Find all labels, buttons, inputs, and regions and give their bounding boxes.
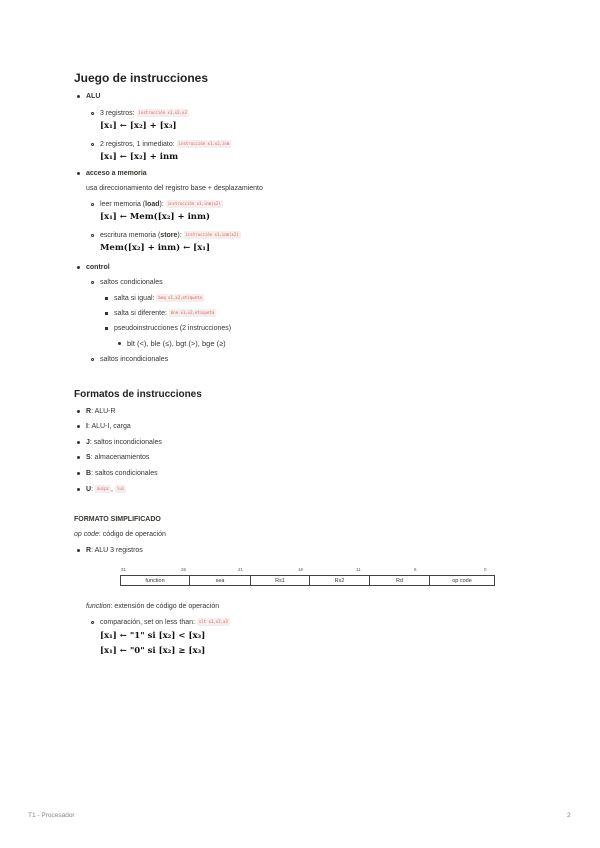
alu-label: ALU xyxy=(86,93,101,100)
load-text-b: load xyxy=(145,201,160,208)
list-item-saltos-condicionales: saltos condicionales xyxy=(100,279,163,286)
list-item-alu xyxy=(86,92,100,101)
list-item-memoria xyxy=(86,169,147,178)
footer-title: T1 - Procesador xyxy=(28,812,75,819)
code-r3: instrucción x1,x2,x3 xyxy=(138,110,187,115)
list-item-bne xyxy=(114,309,216,318)
opcode-desc: : código de operación xyxy=(98,531,166,538)
list-item-pseudo: pseudoinstrucciones (2 instrucciones) xyxy=(114,325,232,332)
control-label: control xyxy=(86,264,110,271)
slt-label: comparación, set on less than: xyxy=(100,619,195,626)
math-r3: [x₁] ← [x₂] + [x₃] xyxy=(100,121,177,131)
list-item-load xyxy=(100,200,223,209)
beq-label: salta si igual: xyxy=(114,295,155,302)
format-item-i xyxy=(86,422,131,431)
format-item-r xyxy=(86,407,116,416)
field-rs2: Rs2 xyxy=(310,576,370,586)
list-item-control xyxy=(86,263,110,272)
math-slt-1: [x₁] ← "1" si [x₂] < [x₃] xyxy=(100,631,206,641)
function-desc: : extensión de código de operación xyxy=(110,603,220,610)
format-item-j xyxy=(86,438,162,447)
mem-label: acceso a memoria xyxy=(86,170,147,177)
code-store: instrucción x1,inm(x2) xyxy=(185,232,239,237)
r-label: R xyxy=(86,547,92,554)
opcode-definition xyxy=(74,530,166,539)
list-item-3-registros xyxy=(100,109,189,118)
math-slt-0: [x₁] ← "0" si [x₂] ≥ [x₃] xyxy=(100,646,206,656)
format-r-table xyxy=(120,575,495,586)
section-title-simplificado: FORMATO SIMPLIFICADO xyxy=(74,516,161,523)
format-r-row xyxy=(121,576,495,586)
load-text-c: ): xyxy=(159,201,164,208)
bit-16: 16 xyxy=(298,567,304,572)
section-title-formatos: Formatos de instrucciones xyxy=(74,389,202,400)
list-item-slt xyxy=(100,618,230,627)
format-item-u: U: auipc , lui xyxy=(86,486,125,493)
imm-label: 2 registros, 1 inmediato: xyxy=(100,141,175,148)
format-key-u: U xyxy=(86,486,92,493)
format-key-b: B xyxy=(86,470,92,477)
store-text-a: escritura memoria ( xyxy=(100,232,161,239)
bit-0: 0 xyxy=(484,567,487,572)
list-item-beq xyxy=(114,294,204,303)
section-title-juego: Juego de instrucciones xyxy=(74,71,209,85)
list-item-pseudo-list: blt (<), ble (≤), bgt (>), bge (≥) xyxy=(127,339,226,348)
format-text-u: : xyxy=(91,486,94,493)
code-beq: beq x1,x2,etiqueta xyxy=(158,295,202,300)
field-rd: Rd xyxy=(370,576,430,586)
field-function: function xyxy=(121,576,190,586)
format-text-j: : saltos incondicionales xyxy=(89,439,162,446)
format-key-j: J xyxy=(86,439,90,446)
code-imm: instrucción x1,x2,inm xyxy=(178,141,230,146)
math-store: Mem([x₂] + inm) ← [x₁] xyxy=(100,243,211,253)
store-text-b: store xyxy=(160,232,178,239)
field-opcode: op code xyxy=(430,576,495,586)
code-lui: lui xyxy=(116,486,125,491)
bit-26: 26 xyxy=(181,567,187,572)
list-item-store xyxy=(100,231,241,240)
field-rs1: Rs1 xyxy=(251,576,310,586)
format-text-r: : ALU-R xyxy=(91,408,116,415)
math-load: [x₁] ← Mem([x₂] + inm) xyxy=(100,212,211,222)
bit-31: 31 xyxy=(121,567,127,572)
mem-description: usa direccionamiento del registro base + desplazamiento xyxy=(86,185,263,192)
code-bne: bne x1,x2,etiqueta xyxy=(170,310,215,315)
format-item-s xyxy=(86,453,149,462)
format-text-b: : saltos condicionales xyxy=(91,470,158,477)
opcode-term: op code xyxy=(74,531,99,538)
format-text-s: : almacenamientos xyxy=(90,454,150,461)
format-key-r: R xyxy=(86,408,92,415)
load-text-a: leer memoria ( xyxy=(100,201,146,208)
format-key-i: I xyxy=(86,423,88,430)
list-item-saltos-incondicionales: saltos incondicionales xyxy=(100,356,169,363)
bit-11: 11 xyxy=(356,567,361,572)
format-r-item xyxy=(86,546,143,555)
bit-21: 21 xyxy=(238,567,244,572)
field-sea: sea xyxy=(190,576,251,586)
list-item-2-registros xyxy=(100,140,231,149)
format-text-i: : ALU-I, carga xyxy=(87,423,131,430)
code-auipc: auipc xyxy=(96,486,110,491)
page-number: 2 xyxy=(567,812,571,819)
format-key-s: S xyxy=(86,454,91,461)
store-text-c: ): xyxy=(177,232,182,239)
bne-label: salta si diferente: xyxy=(114,310,167,317)
code-load: instrucción x1,inm(x2) xyxy=(167,201,221,206)
function-definition xyxy=(86,602,219,611)
code-slt: slt x1,x2,x3 xyxy=(198,619,228,624)
r-desc: : ALU 3 registros xyxy=(91,547,143,554)
format-item-b xyxy=(86,469,158,478)
r3-label: 3 registros: xyxy=(100,110,135,117)
function-term: function xyxy=(86,603,111,610)
math-imm: [x₁] ← [x₂] + inm xyxy=(100,152,179,162)
bit-6: 6 xyxy=(414,567,417,572)
